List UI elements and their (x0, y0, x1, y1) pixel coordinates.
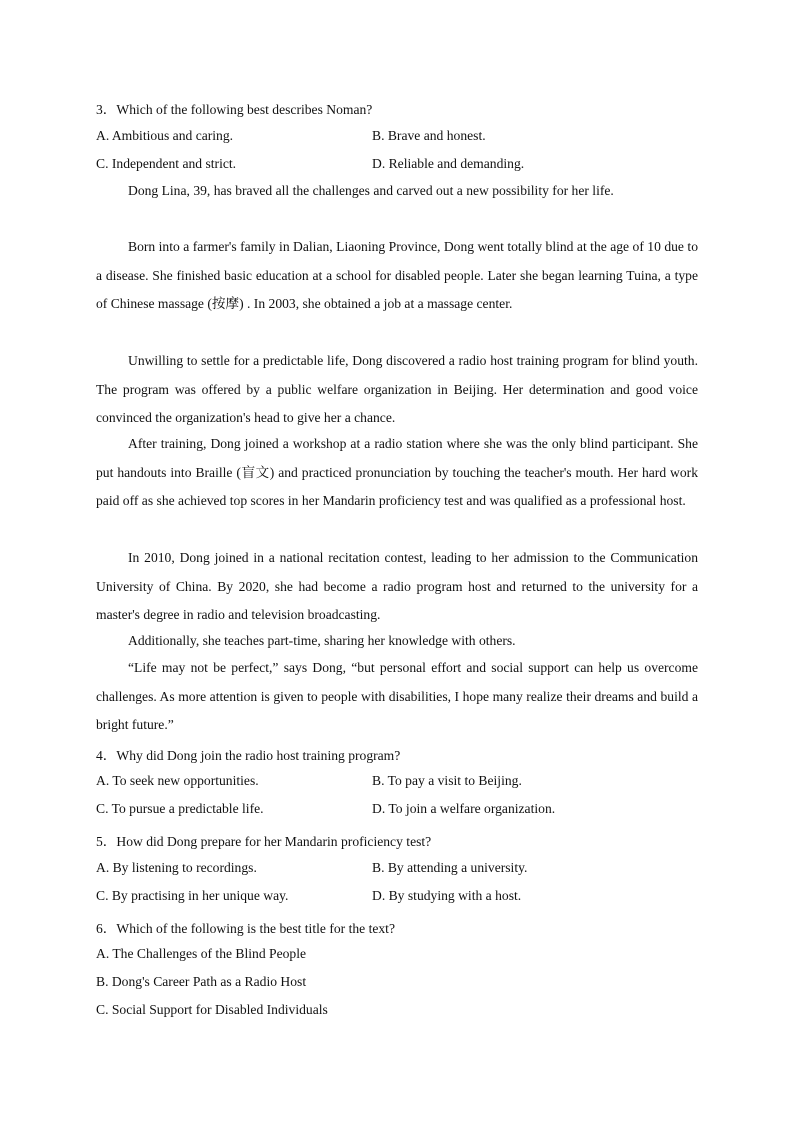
q5-option-d: D. By studying with a host. (372, 888, 522, 903)
q3-option-b: B. Brave and honest. (372, 128, 486, 143)
q4-option-c: C. To pursue a predictable life. (96, 801, 264, 816)
q5-option-c: C. By practising in her unique way. (96, 888, 289, 903)
q4-option-b: B. To pay a visit to Beijing. (372, 773, 522, 788)
q3-option-c: C. Independent and strict. (96, 156, 237, 171)
q4-option-d: D. To join a welfare organization. (372, 801, 556, 816)
question-4: 4．Why did Dong join the radio host training program? (96, 748, 401, 763)
passage-paragraph-7: “Life may not be perfect,” says Dong, “but personal effort and social support can help us overcome challenges. As more attention is given to people with disabilities, I hope many realize their dreams and build a bright future.” (96, 660, 698, 733)
passage-paragraph-4: After training, Dong joined a workshop at a radio station where she was the only blind participant. She put handouts into Braille (盲文) and practiced pronunciation by touching the teacher's mouth. Her hard work paid off as she achieved top scores in her Mandarin proficiency test and was qualified as a professional host. (96, 436, 698, 509)
q3-option-d: D. Reliable and demanding. (372, 156, 525, 171)
q6-option-b: B. Dong's Career Path as a Radio Host (96, 974, 307, 989)
question-6: 6．Which of the following is the best title for the text? (96, 921, 395, 936)
q6-option-c: C. Social Support for Disabled Individuals (96, 1002, 328, 1017)
question-3: 3．Which of the following best describes Noman? (96, 102, 373, 117)
passage-paragraph-1: Dong Lina, 39, has braved all the challenges and carved out a new possibility for her life. (128, 183, 614, 198)
question-5: 5．How did Dong prepare for her Mandarin proficiency test? (96, 834, 432, 849)
passage-paragraph-3: Unwilling to settle for a predictable life, Dong discovered a radio host training program for blind youth. The program was offered by a public welfare organization in Beijing. Her determination and good voice convinced the organization's head to give her a chance. (96, 353, 698, 426)
q3-option-a: A. Ambitious and caring. (96, 128, 234, 143)
passage-paragraph-5: In 2010, Dong joined in a national recitation contest, leading to her admission to the Communication University of China. By 2020, she had become a radio program host and returned to the university for a master's degree in radio and television broadcasting. (96, 550, 698, 623)
q4-option-a: A. To seek new opportunities. (96, 773, 259, 788)
passage-paragraph-2: Born into a farmer's family in Dalian, Liaoning Province, Dong went totally blind at the age of 10 due to a disease. She finished basic education at a school for disabled people. Later she began learning Tuina, a type of Chinese massage (按摩) . In 2003, she obtained a job at a massage center. (96, 239, 698, 312)
passage-paragraph-6: Additionally, she teaches part-time, sharing her knowledge with others. (128, 633, 516, 648)
q5-option-b: B. By attending a university. (372, 860, 528, 875)
q6-option-a: A. The Challenges of the Blind People (96, 946, 307, 961)
q5-option-a: A. By listening to recordings. (96, 860, 257, 875)
